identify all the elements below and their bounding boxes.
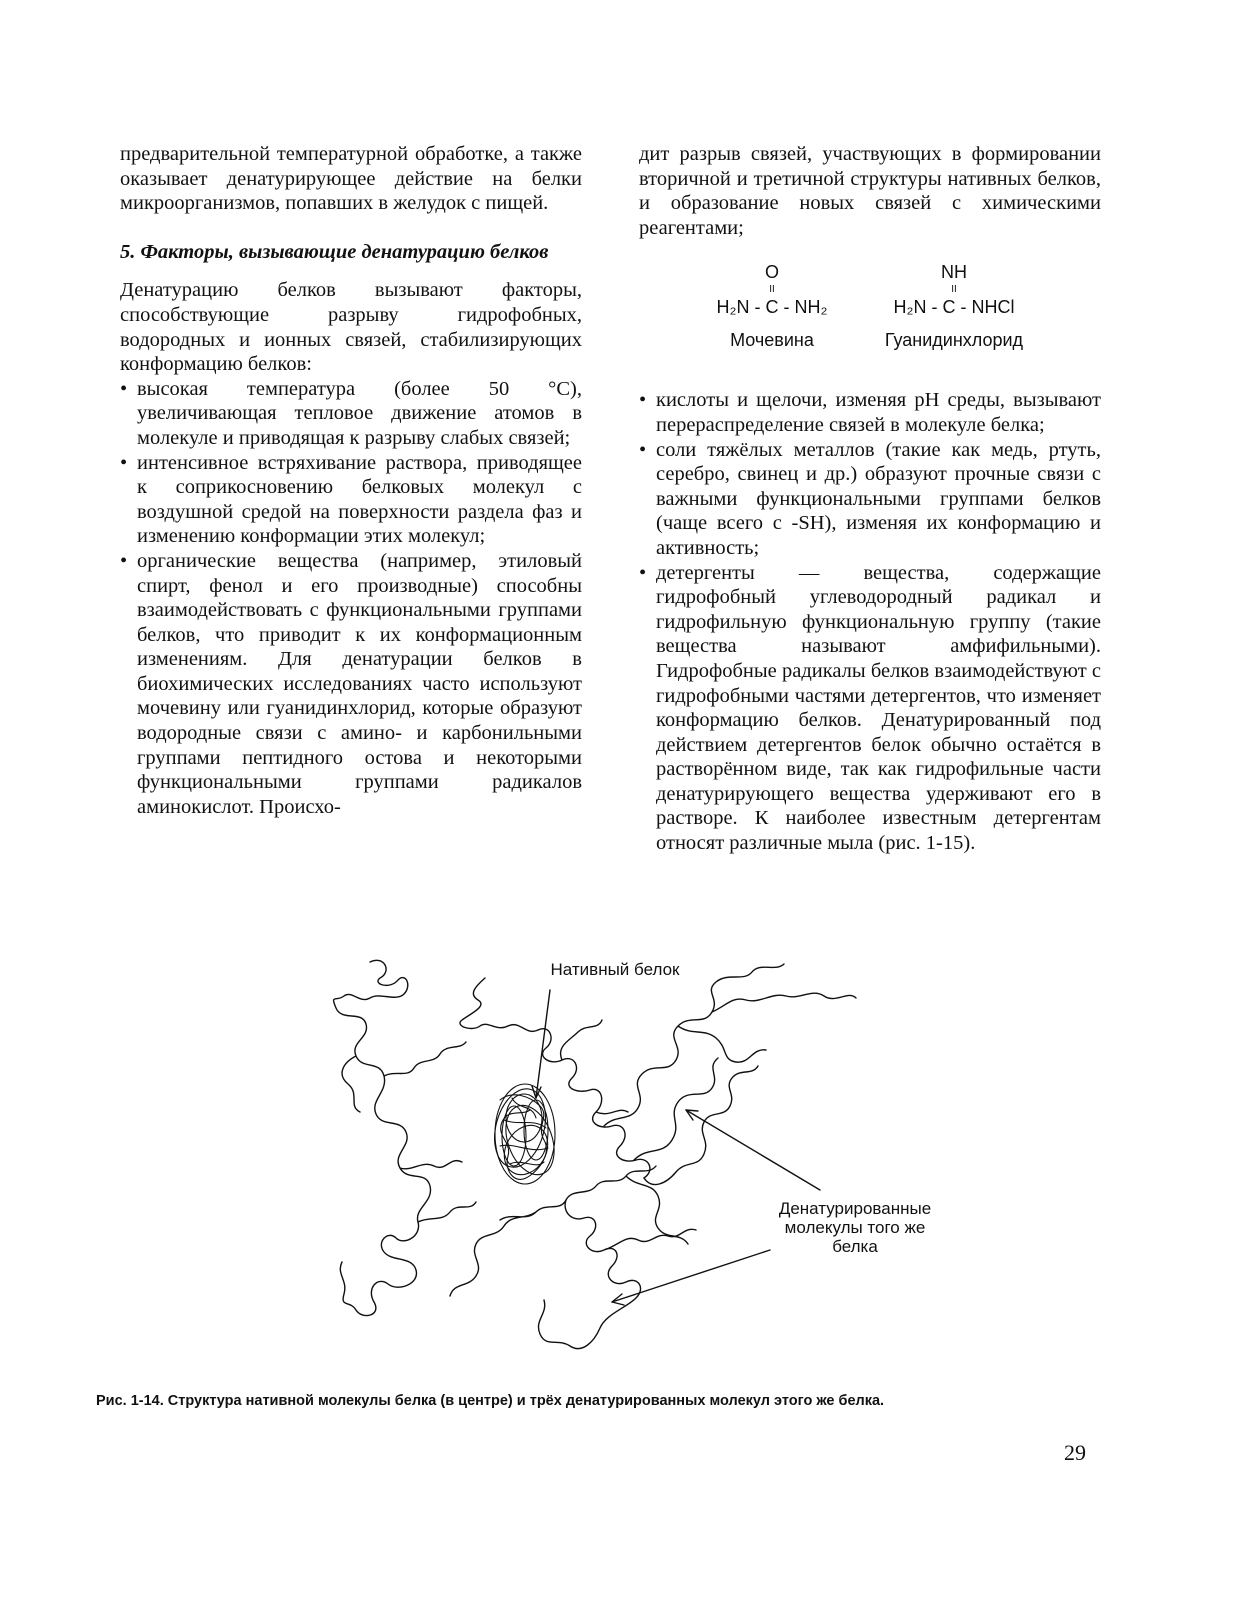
- guanidine-formula: [869, 260, 1039, 352]
- figure-caption: Рис. 1-14. Структура нативной молекулы белка (в центре) и трёх денатурированных молекул этого же белка.: [96, 1393, 885, 1409]
- label-denatured: [755, 1199, 955, 1256]
- left-column: [120, 142, 582, 819]
- bullet-list: [120, 377, 582, 820]
- label-native-protein: Нативный белок: [550, 960, 680, 979]
- figure-1-14: [300, 950, 960, 1370]
- list-item: • соли тяжёлых металлов (такие как медь, ртуть, серебро, свинец и др.) образуют прочные связи с важными функциональными группами белков (чаще всего с -SH), изменяя их конформацию и активность;: [639, 438, 1101, 561]
- denatured-chain-top: [460, 978, 650, 1178]
- label-denatured-line-2: молекулы того же: [784, 1218, 926, 1237]
- native-protein-globule: [486, 1083, 563, 1184]
- page-number: 29: [1064, 1440, 1086, 1465]
- paragraph: предварительной температурной обработке, а также оказывает денатурирующее действие на белки микроорганизмов, попавших в желудок с пищей.: [120, 143, 582, 215]
- label-denatured-line-3: белка: [832, 1237, 878, 1256]
- denatured-chain-left: [334, 960, 476, 1315]
- bullet-list: [639, 388, 1101, 855]
- arrow-to-native: [536, 990, 550, 1098]
- chemical-formulas: [639, 260, 1101, 388]
- guanidine-nh: NH: [941, 262, 967, 283]
- double-bond: II: [951, 283, 957, 295]
- section-heading: 5. Факторы, вызывающие денатурацию белков: [120, 240, 549, 263]
- arrow-to-denatured-upper: [686, 1110, 820, 1190]
- arrow-to-denatured-lower: [612, 1250, 770, 1302]
- protein-structure-illustration: [300, 950, 960, 1370]
- urea-name: Мочевина: [730, 329, 814, 350]
- denatured-chain-right: [604, 964, 856, 1185]
- urea-formula: [697, 260, 847, 352]
- paragraph: Денатурацию белков вызывают факторы, способствующие разрыву гидрофобных, водородных и ионных связей, стабилизирующих конформацию белков:: [120, 279, 582, 376]
- urea-structure: H₂N - C - NH₂: [716, 296, 828, 317]
- guanidine-structure: H₂N - C - NHCl: [893, 296, 1015, 317]
- list-item: • органические вещества (например, этиловый спирт, фенол и его производные) способны взаимодействовать с функциональными группами белков, что приводит к их конформационным изменениям. Для денатурации белков в биохимических исследованиях часто используют мочевину или гуанидинхлорид, которые образуют водородные связи с амино- и карбонильными группами пептидного остова и некоторыми функциональными группами радикалов аминокислот. Происхо-: [120, 549, 582, 820]
- urea-oxygen: O: [764, 262, 779, 283]
- list-item: • высокая температура (более 50 °С), увеличивающая тепловое движение атомов в молекуле и приводящая к разрыву слабых связей;: [120, 377, 582, 451]
- list-item: • детергенты — вещества, содержащие гидрофобный углеводородный радикал и гидрофильную функциональную группу (такие вещества называют амфифильными). Гидрофобные радикалы белков взаимодействуют с гидрофобными частями детергентов, что изменяет конформацию белков. Денатурированный под действием детергентов белок обычно остаётся в растворённом виде, так как гидрофильные части денатурирующего вещества удерживают его в растворе. К наиболее известным детергентам относят различные мыла (рис. 1-15).: [639, 561, 1101, 856]
- paragraph: дит разрыв связей, участвующих в формировании вторичной и третичной структуры нативных белков, и образование новых связей с химическими реагентами;: [639, 143, 1101, 239]
- arrow-to-denatured-upper-head: [686, 1110, 698, 1120]
- right-column: [639, 142, 1101, 856]
- double-bond: II: [769, 283, 775, 295]
- guanidine-name: Гуанидинхлорид: [884, 329, 1024, 350]
- list-item: • интенсивное встряхивание раствора, приводящее к соприкосновению белковых молекул с воздушной средой на поверхности раздела фаз и изменению конформации этих молекул;: [120, 451, 582, 549]
- label-denatured-line-1: Денатурированные: [778, 1199, 932, 1218]
- denatured-chain-bottom: [450, 1166, 696, 1349]
- list-item: • кислоты и щелочи, изменяя pH среды, вызывают перераспределение связей в молекуле белка;: [639, 388, 1101, 437]
